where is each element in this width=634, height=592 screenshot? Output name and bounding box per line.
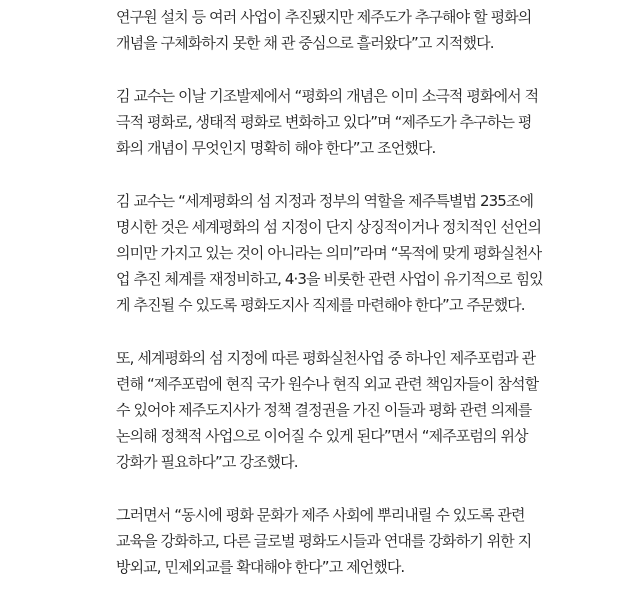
paragraph-line: 강화가 필요하다”고 강조했다. <box>116 453 298 471</box>
paragraph-line: 개념을 구체화하지 못한 채 관 중심으로 흘러왔다”고 지적했다. <box>116 34 494 52</box>
paragraph-line: 업 추진 체계를 재정비하고, 4·3을 비롯한 관련 사업이 유기적으로 힘있 <box>116 270 543 288</box>
paragraph-line: 의미만 가지고 있는 것이 아니라는 의미”라며 “목적에 맞게 평화실천사 <box>116 244 542 262</box>
paragraph-line: 련해 “제주포럼에 현직 국가 원수나 현직 외교 관련 책임자들이 참석할 <box>116 375 539 393</box>
paragraph-line: 교육을 강화하고, 다른 글로벌 평화도시들과 연대를 강화하기 위한 지 <box>116 532 532 550</box>
paragraph-4 <box>116 345 539 475</box>
paragraph-gap <box>116 475 536 502</box>
paragraph-gap <box>116 161 536 188</box>
paragraph-gap <box>116 56 536 83</box>
article-body <box>116 0 543 580</box>
paragraph-gap <box>116 318 536 345</box>
paragraph-line: 게 추진될 수 있도록 평화도지사 직제를 마련해야 한다”고 주문했다. <box>116 296 525 314</box>
paragraph-line: 화의 개념이 무엇인지 명확히 해야 한다”고 조언했다. <box>116 139 436 157</box>
paragraph-line: 그러면서 “동시에 평화 문화가 제주 사회에 뿌리내릴 수 있도록 관련 <box>116 506 525 524</box>
paragraph-line: 논의해 정책적 사업으로 이어질 수 있게 된다”면서 “제주포럼의 위상 <box>116 427 528 445</box>
paragraph-line: 연구원 설치 등 여러 사업이 추진됐지만 제주도가 추구해야 할 평화의 <box>116 8 532 26</box>
paragraph-2 <box>116 83 539 161</box>
paragraph-line: 명시한 것은 세계평화의 섬 지정이 단지 상징적이거나 정치적인 선언의 <box>116 218 542 236</box>
paragraph-line: 방외교, 민제외교를 확대해야 한다”고 제언했다. <box>116 558 405 576</box>
paragraph-5 <box>116 502 536 580</box>
paragraph-line: 또, 세계평화의 섬 지정에 따른 평화실천사업 중 하나인 제주포럼과 관 <box>116 349 536 367</box>
paragraph-line: 수 있어야 제주도지사가 정책 결정권을 가진 이들과 평화 관련 의제를 <box>116 401 532 419</box>
paragraph-line: 극적 평화로, 생태적 평화로 변화하고 있다”며 “제주도가 추구하는 평 <box>116 113 532 131</box>
paragraph-line: 김 교수는 이날 기조발제에서 “평화의 개념은 이미 소극적 평화에서 적 <box>116 87 539 105</box>
paragraph-1 <box>116 4 536 56</box>
paragraph-line: 김 교수는 “세계평화의 섬 지정과 정부의 역할을 제주특별법 235조에 <box>116 192 534 210</box>
paragraph-3 <box>116 188 543 318</box>
